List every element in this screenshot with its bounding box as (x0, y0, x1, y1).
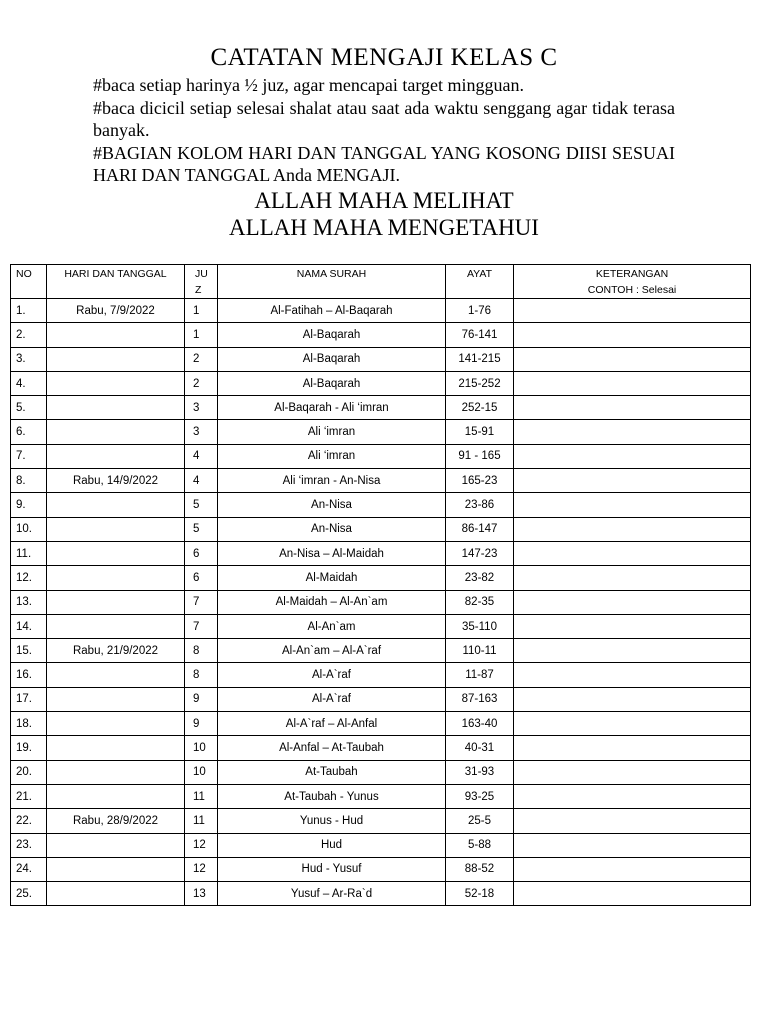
row-ayat-cell: 25-5 (446, 809, 514, 833)
table-row (11, 639, 751, 663)
row-date-cell (47, 590, 185, 614)
row-date-cell (47, 444, 185, 468)
row-surah-cell: Al-Baqarah (218, 347, 446, 371)
instructions (93, 74, 675, 187)
row-date-cell: Rabu, 14/9/2022 (47, 469, 185, 493)
row-ayat-cell: 141-215 (446, 347, 514, 371)
row-juz-cell: 1 (185, 299, 218, 323)
row-surah-cell: An-Nisa (218, 493, 446, 517)
row-surah-cell: Al-A`raf (218, 663, 446, 687)
table-row (11, 784, 751, 808)
row-date-cell (47, 614, 185, 638)
row-surah-cell: Al-A`raf (218, 687, 446, 711)
row-ayat-cell: 23-86 (446, 493, 514, 517)
header-ket-line1: KETERANGAN (595, 268, 669, 280)
row-number: 25. (11, 882, 47, 906)
table-row (11, 347, 751, 371)
row-ayat-cell: 86-147 (446, 517, 514, 541)
row-ayat-cell: 52-18 (446, 882, 514, 906)
row-number: 11. (11, 541, 47, 565)
row-ayat-cell: 11-87 (446, 663, 514, 687)
row-keterangan-cell (514, 396, 751, 420)
row-date-cell (47, 347, 185, 371)
table-row (11, 444, 751, 468)
table-row (11, 687, 751, 711)
row-keterangan-cell (514, 809, 751, 833)
table-row (11, 590, 751, 614)
row-keterangan-cell (514, 639, 751, 663)
row-juz-cell: 6 (185, 541, 218, 565)
row-keterangan-cell (514, 517, 751, 541)
motto-line: ALLAH MAHA MELIHAT (254, 188, 514, 213)
row-juz-cell: 2 (185, 347, 218, 371)
row-surah-cell: Al-Maidah – Al-An`am (218, 590, 446, 614)
table-body (11, 299, 751, 906)
header-surah: NAMA SURAH (218, 265, 446, 299)
row-surah-cell: Hud - Yusuf (218, 857, 446, 881)
row-ayat-cell: 88-52 (446, 857, 514, 881)
row-ayat-cell: 31-93 (446, 760, 514, 784)
row-number: 9. (11, 493, 47, 517)
table-row (11, 541, 751, 565)
row-juz-cell: 9 (185, 687, 218, 711)
row-juz-cell: 2 (185, 371, 218, 395)
row-surah-cell: Al-Fatihah – Al-Baqarah (218, 299, 446, 323)
row-keterangan-cell (514, 663, 751, 687)
row-juz-cell: 5 (185, 517, 218, 541)
row-date-cell (47, 517, 185, 541)
row-date-cell: Rabu, 21/9/2022 (47, 639, 185, 663)
table-row (11, 614, 751, 638)
row-number: 10. (11, 517, 47, 541)
header-no: NO (11, 265, 47, 299)
row-juz-cell: 6 (185, 566, 218, 590)
row-date-cell (47, 566, 185, 590)
row-ayat-cell: 23-82 (446, 566, 514, 590)
row-ayat-cell: 147-23 (446, 541, 514, 565)
row-ayat-cell: 87-163 (446, 687, 514, 711)
row-surah-cell: Al-Baqarah - Ali ‘imran (218, 396, 446, 420)
instruction-note: #BAGIAN KOLOM HARI DAN TANGGAL YANG KOSONG DIISI SESUAI HARI DAN TANGGAL Anda MENGAJI. (93, 142, 675, 185)
table-row (11, 299, 751, 323)
row-keterangan-cell (514, 760, 751, 784)
row-date-cell (47, 760, 185, 784)
row-juz-cell: 1 (185, 323, 218, 347)
table-row (11, 760, 751, 784)
row-number: 8. (11, 469, 47, 493)
row-keterangan-cell (514, 541, 751, 565)
row-keterangan-cell (514, 323, 751, 347)
row-date-cell: Rabu, 28/9/2022 (47, 809, 185, 833)
row-date-cell (47, 712, 185, 736)
row-ayat-cell: 35-110 (446, 614, 514, 638)
row-juz-cell: 10 (185, 760, 218, 784)
row-number: 3. (11, 347, 47, 371)
row-keterangan-cell (514, 590, 751, 614)
row-juz-cell: 12 (185, 833, 218, 857)
row-juz-cell: 3 (185, 396, 218, 420)
row-number: 24. (11, 857, 47, 881)
row-ayat-cell: 165-23 (446, 469, 514, 493)
row-juz-cell: 12 (185, 857, 218, 881)
table-row (11, 712, 751, 736)
table-row (11, 493, 751, 517)
row-number: 5. (11, 396, 47, 420)
row-surah-cell: At-Taubah (218, 760, 446, 784)
row-ayat-cell: 110-11 (446, 639, 514, 663)
row-ayat-cell: 252-15 (446, 396, 514, 420)
row-date-cell (47, 371, 185, 395)
row-date-cell (47, 541, 185, 565)
header-ket-line2: CONTOH : Selesai (587, 284, 677, 296)
row-juz-cell: 10 (185, 736, 218, 760)
row-number: 18. (11, 712, 47, 736)
row-surah-cell: Yunus - Hud (218, 809, 446, 833)
table-row (11, 323, 751, 347)
table-row (11, 469, 751, 493)
row-number: 4. (11, 371, 47, 395)
row-date-cell (47, 396, 185, 420)
row-juz-cell: 7 (185, 614, 218, 638)
row-surah-cell: Al-Baqarah (218, 371, 446, 395)
row-juz-cell: 7 (185, 590, 218, 614)
row-juz-cell: 9 (185, 712, 218, 736)
page-title: CATATAN MENGAJI KELAS C (210, 44, 558, 71)
row-juz-cell: 11 (185, 784, 218, 808)
row-keterangan-cell (514, 882, 751, 906)
row-juz-cell: 4 (185, 469, 218, 493)
row-number: 1. (11, 299, 47, 323)
row-ayat-cell: 1-76 (446, 299, 514, 323)
row-number: 15. (11, 639, 47, 663)
table-row (11, 882, 751, 906)
table-row (11, 833, 751, 857)
row-date-cell (47, 833, 185, 857)
row-number: 17. (11, 687, 47, 711)
row-number: 2. (11, 323, 47, 347)
row-surah-cell: Al-An`am – Al-A`raf (218, 639, 446, 663)
row-date-cell (47, 736, 185, 760)
row-keterangan-cell (514, 566, 751, 590)
row-keterangan-cell (514, 784, 751, 808)
row-keterangan-cell (514, 687, 751, 711)
motto-line: ALLAH MAHA MENGETAHUI (229, 215, 539, 240)
row-juz-cell: 5 (185, 493, 218, 517)
header-date: HARI DAN TANGGAL (47, 265, 185, 299)
row-surah-cell: At-Taubah - Yunus (218, 784, 446, 808)
row-ayat-cell: 40-31 (446, 736, 514, 760)
row-number: 13. (11, 590, 47, 614)
header-juz-line1: JU (195, 268, 208, 280)
instruction-note: #baca setiap harinya ½ juz, agar mencapai target mingguan. (93, 75, 524, 95)
row-surah-cell: Ali ‘imran (218, 420, 446, 444)
header-ayat: AYAT (446, 265, 514, 299)
row-date-cell: Rabu, 7/9/2022 (47, 299, 185, 323)
row-keterangan-cell (514, 736, 751, 760)
row-surah-cell: Al-An`am (218, 614, 446, 638)
row-keterangan-cell (514, 493, 751, 517)
row-keterangan-cell (514, 347, 751, 371)
row-juz-cell: 8 (185, 639, 218, 663)
row-ayat-cell: 163-40 (446, 712, 514, 736)
row-keterangan-cell (514, 469, 751, 493)
row-date-cell (47, 493, 185, 517)
row-number: 14. (11, 614, 47, 638)
header-keterangan (514, 265, 751, 299)
row-ayat-cell: 91 - 165 (446, 444, 514, 468)
row-number: 21. (11, 784, 47, 808)
row-keterangan-cell (514, 712, 751, 736)
row-date-cell (47, 882, 185, 906)
row-number: 20. (11, 760, 47, 784)
table-row (11, 663, 751, 687)
table-header-row (11, 265, 751, 299)
row-surah-cell: An-Nisa (218, 517, 446, 541)
row-juz-cell: 3 (185, 420, 218, 444)
row-ayat-cell: 76-141 (446, 323, 514, 347)
row-keterangan-cell (514, 371, 751, 395)
row-ayat-cell: 215-252 (446, 371, 514, 395)
row-surah-cell: Ali ‘imran - An-Nisa (218, 469, 446, 493)
motto (0, 187, 768, 241)
row-surah-cell: Al-Anfal – At-Taubah (218, 736, 446, 760)
row-keterangan-cell (514, 299, 751, 323)
row-date-cell (47, 420, 185, 444)
row-juz-cell: 11 (185, 809, 218, 833)
table-row (11, 396, 751, 420)
table-row (11, 736, 751, 760)
row-juz-cell: 4 (185, 444, 218, 468)
row-keterangan-cell (514, 614, 751, 638)
row-surah-cell: Al-A`raf – Al-Anfal (218, 712, 446, 736)
row-number: 12. (11, 566, 47, 590)
row-surah-cell: Yusuf – Ar-Ra`d (218, 882, 446, 906)
row-juz-cell: 13 (185, 882, 218, 906)
row-juz-cell: 8 (185, 663, 218, 687)
row-surah-cell: Ali ‘imran (218, 444, 446, 468)
row-number: 7. (11, 444, 47, 468)
table-row (11, 371, 751, 395)
row-date-cell (47, 784, 185, 808)
row-number: 16. (11, 663, 47, 687)
row-date-cell (47, 687, 185, 711)
row-ayat-cell: 15-91 (446, 420, 514, 444)
row-date-cell (47, 663, 185, 687)
row-surah-cell: Al-Baqarah (218, 323, 446, 347)
row-date-cell (47, 323, 185, 347)
row-number: 22. (11, 809, 47, 833)
table-row (11, 857, 751, 881)
row-keterangan-cell (514, 833, 751, 857)
row-keterangan-cell (514, 857, 751, 881)
row-ayat-cell: 93-25 (446, 784, 514, 808)
row-number: 6. (11, 420, 47, 444)
table-row (11, 809, 751, 833)
table-row (11, 566, 751, 590)
row-surah-cell: Hud (218, 833, 446, 857)
row-ayat-cell: 5-88 (446, 833, 514, 857)
row-keterangan-cell (514, 444, 751, 468)
row-ayat-cell: 82-35 (446, 590, 514, 614)
row-number: 19. (11, 736, 47, 760)
row-number: 23. (11, 833, 47, 857)
header-juz (185, 265, 218, 299)
instruction-note: #baca dicicil setiap selesai shalat atau saat ada waktu senggang agar tidak terasa banyak. (93, 97, 675, 140)
row-keterangan-cell (514, 420, 751, 444)
row-surah-cell: An-Nisa – Al-Maidah (218, 541, 446, 565)
row-date-cell (47, 857, 185, 881)
table-row (11, 420, 751, 444)
table-row (11, 517, 751, 541)
row-surah-cell: Al-Maidah (218, 566, 446, 590)
header-juz-line2: Z (195, 284, 202, 296)
reading-log-table (10, 264, 751, 906)
